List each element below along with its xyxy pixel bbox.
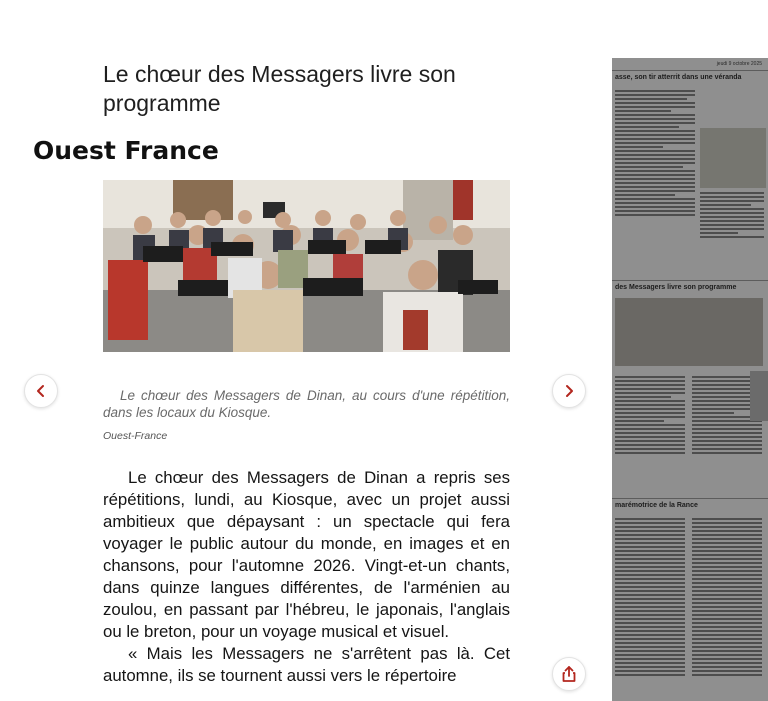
newspaper-headline: asse, son tir atterrit dans une véranda	[615, 74, 742, 81]
newspaper-preview[interactable]	[612, 58, 768, 701]
newspaper-headline: des Messagers livre son programme	[615, 284, 737, 291]
article-paragraph: Le chœur des Messagers de Dinan a repris ses répétitions, lundi, au Kiosque, avec un projet aussi ambitieux que dépaysant : un spectacle qui fera voyager le public autour du monde, en images et en chansons, pour l'automne 2026. Vingt-et-un chants, dans quinze langues différentes, de l'arménien au zoulou, en passant par l'hébreu, le japonais, l'anglais ou le breton, pour un voyage musical et visuel.	[103, 468, 510, 641]
newspaper-image	[615, 298, 763, 366]
share-icon	[562, 666, 576, 682]
divider	[612, 70, 768, 71]
next-image-button[interactable]	[552, 374, 586, 408]
photo-caption: Le chœur des Messagers de Dinan, au cours d'une répétition, dans les locaux du Kiosque.	[103, 388, 510, 420]
article-photo	[103, 180, 510, 352]
divider	[612, 498, 768, 499]
prev-image-button[interactable]	[24, 374, 58, 408]
source-title: Ouest France	[33, 136, 219, 165]
text-column	[615, 518, 685, 678]
newspaper-headline: marémotrice de la Rance	[615, 502, 698, 509]
text-column	[615, 90, 695, 218]
newspaper-date: jeudi 9 octobre 2025	[716, 61, 762, 67]
newspaper-image	[700, 128, 766, 188]
divider	[612, 280, 768, 281]
chevron-left-icon	[35, 384, 47, 398]
article-headline: Le chœur des Messagers livre son programme	[103, 61, 456, 116]
text-column	[615, 376, 685, 456]
text-column	[692, 518, 762, 678]
article-paragraph: « Mais les Messagers ne s'arrêtent pas là. Cet automne, ils se tournent aussi vers le répertoire	[103, 644, 510, 685]
text-column	[700, 192, 764, 240]
photo-credit: Ouest-France	[103, 430, 168, 442]
preview-scroll-handle[interactable]	[750, 371, 768, 421]
share-button[interactable]	[552, 657, 586, 691]
chevron-right-icon	[563, 384, 575, 398]
article-body	[103, 467, 510, 687]
